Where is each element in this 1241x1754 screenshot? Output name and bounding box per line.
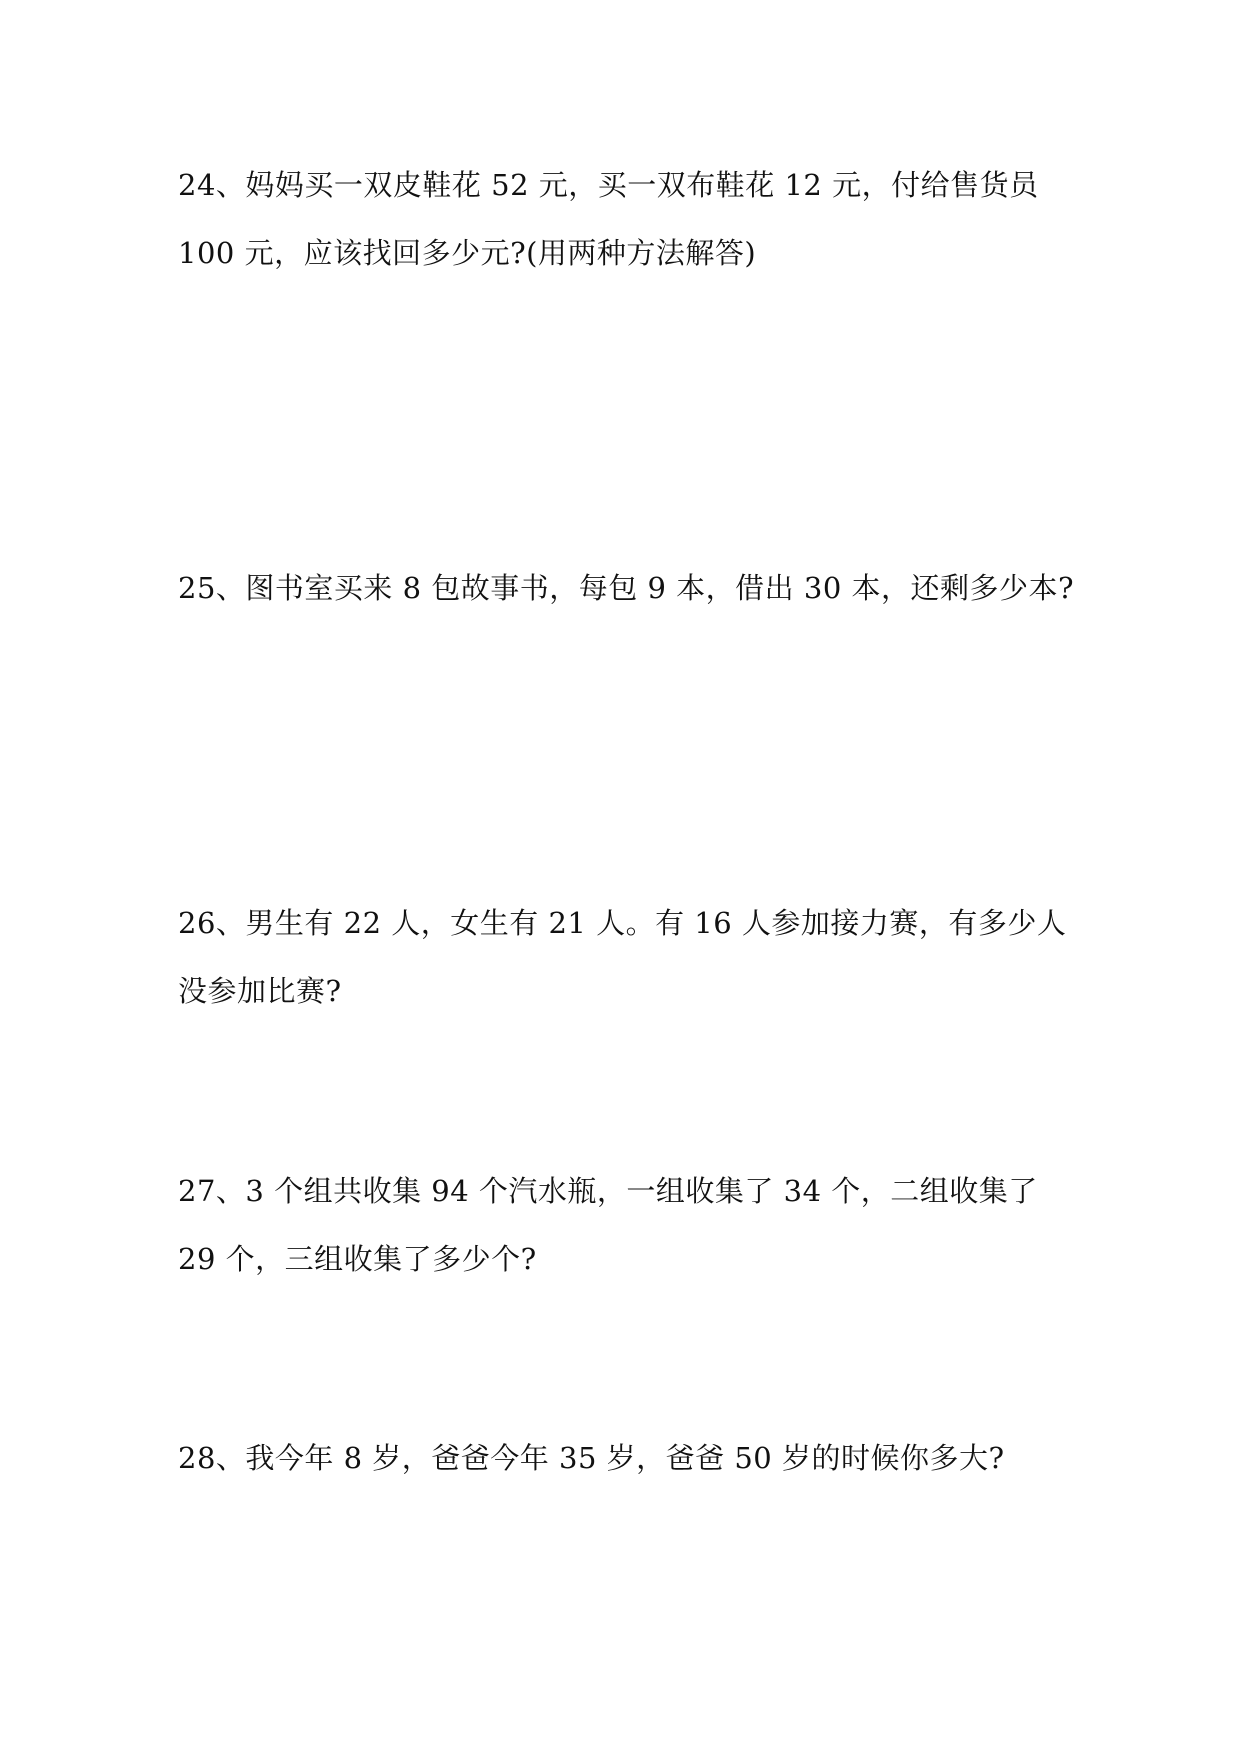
question-26-line-2: 没参加比赛?: [178, 974, 342, 1008]
question-28-line-1: 28、我今年 8 岁，爸爸今年 35 岁，爸爸 50 岁的时候你多大?: [178, 1441, 1005, 1475]
question-26: [178, 898, 1078, 1034]
question-25: [178, 563, 1078, 631]
question-27-line-2: 29 个，三组收集了多少个?: [178, 1242, 537, 1276]
question-27-line-1: 27、3 个组共收集 94 个汽水瓶，一组收集了 34 个，二组收集了: [178, 1174, 1038, 1208]
question-27: [178, 1166, 1078, 1302]
question-24-line-2: 100 元，应该找回多少元?(用两种方法解答): [178, 236, 757, 270]
question-26-line-1: 26、男生有 22 人，女生有 21 人。有 16 人参加接力赛，有多少人: [178, 906, 1067, 940]
question-24: [178, 160, 1078, 296]
question-24-line-1: 24、妈妈买一双皮鞋花 52 元，买一双布鞋花 12 元，付给售货员: [178, 168, 1039, 202]
question-25-line-1: 25、图书室买来 8 包故事书，每包 9 本，借出 30 本，还剩多少本?: [178, 571, 1075, 605]
question-28: [178, 1433, 1078, 1501]
